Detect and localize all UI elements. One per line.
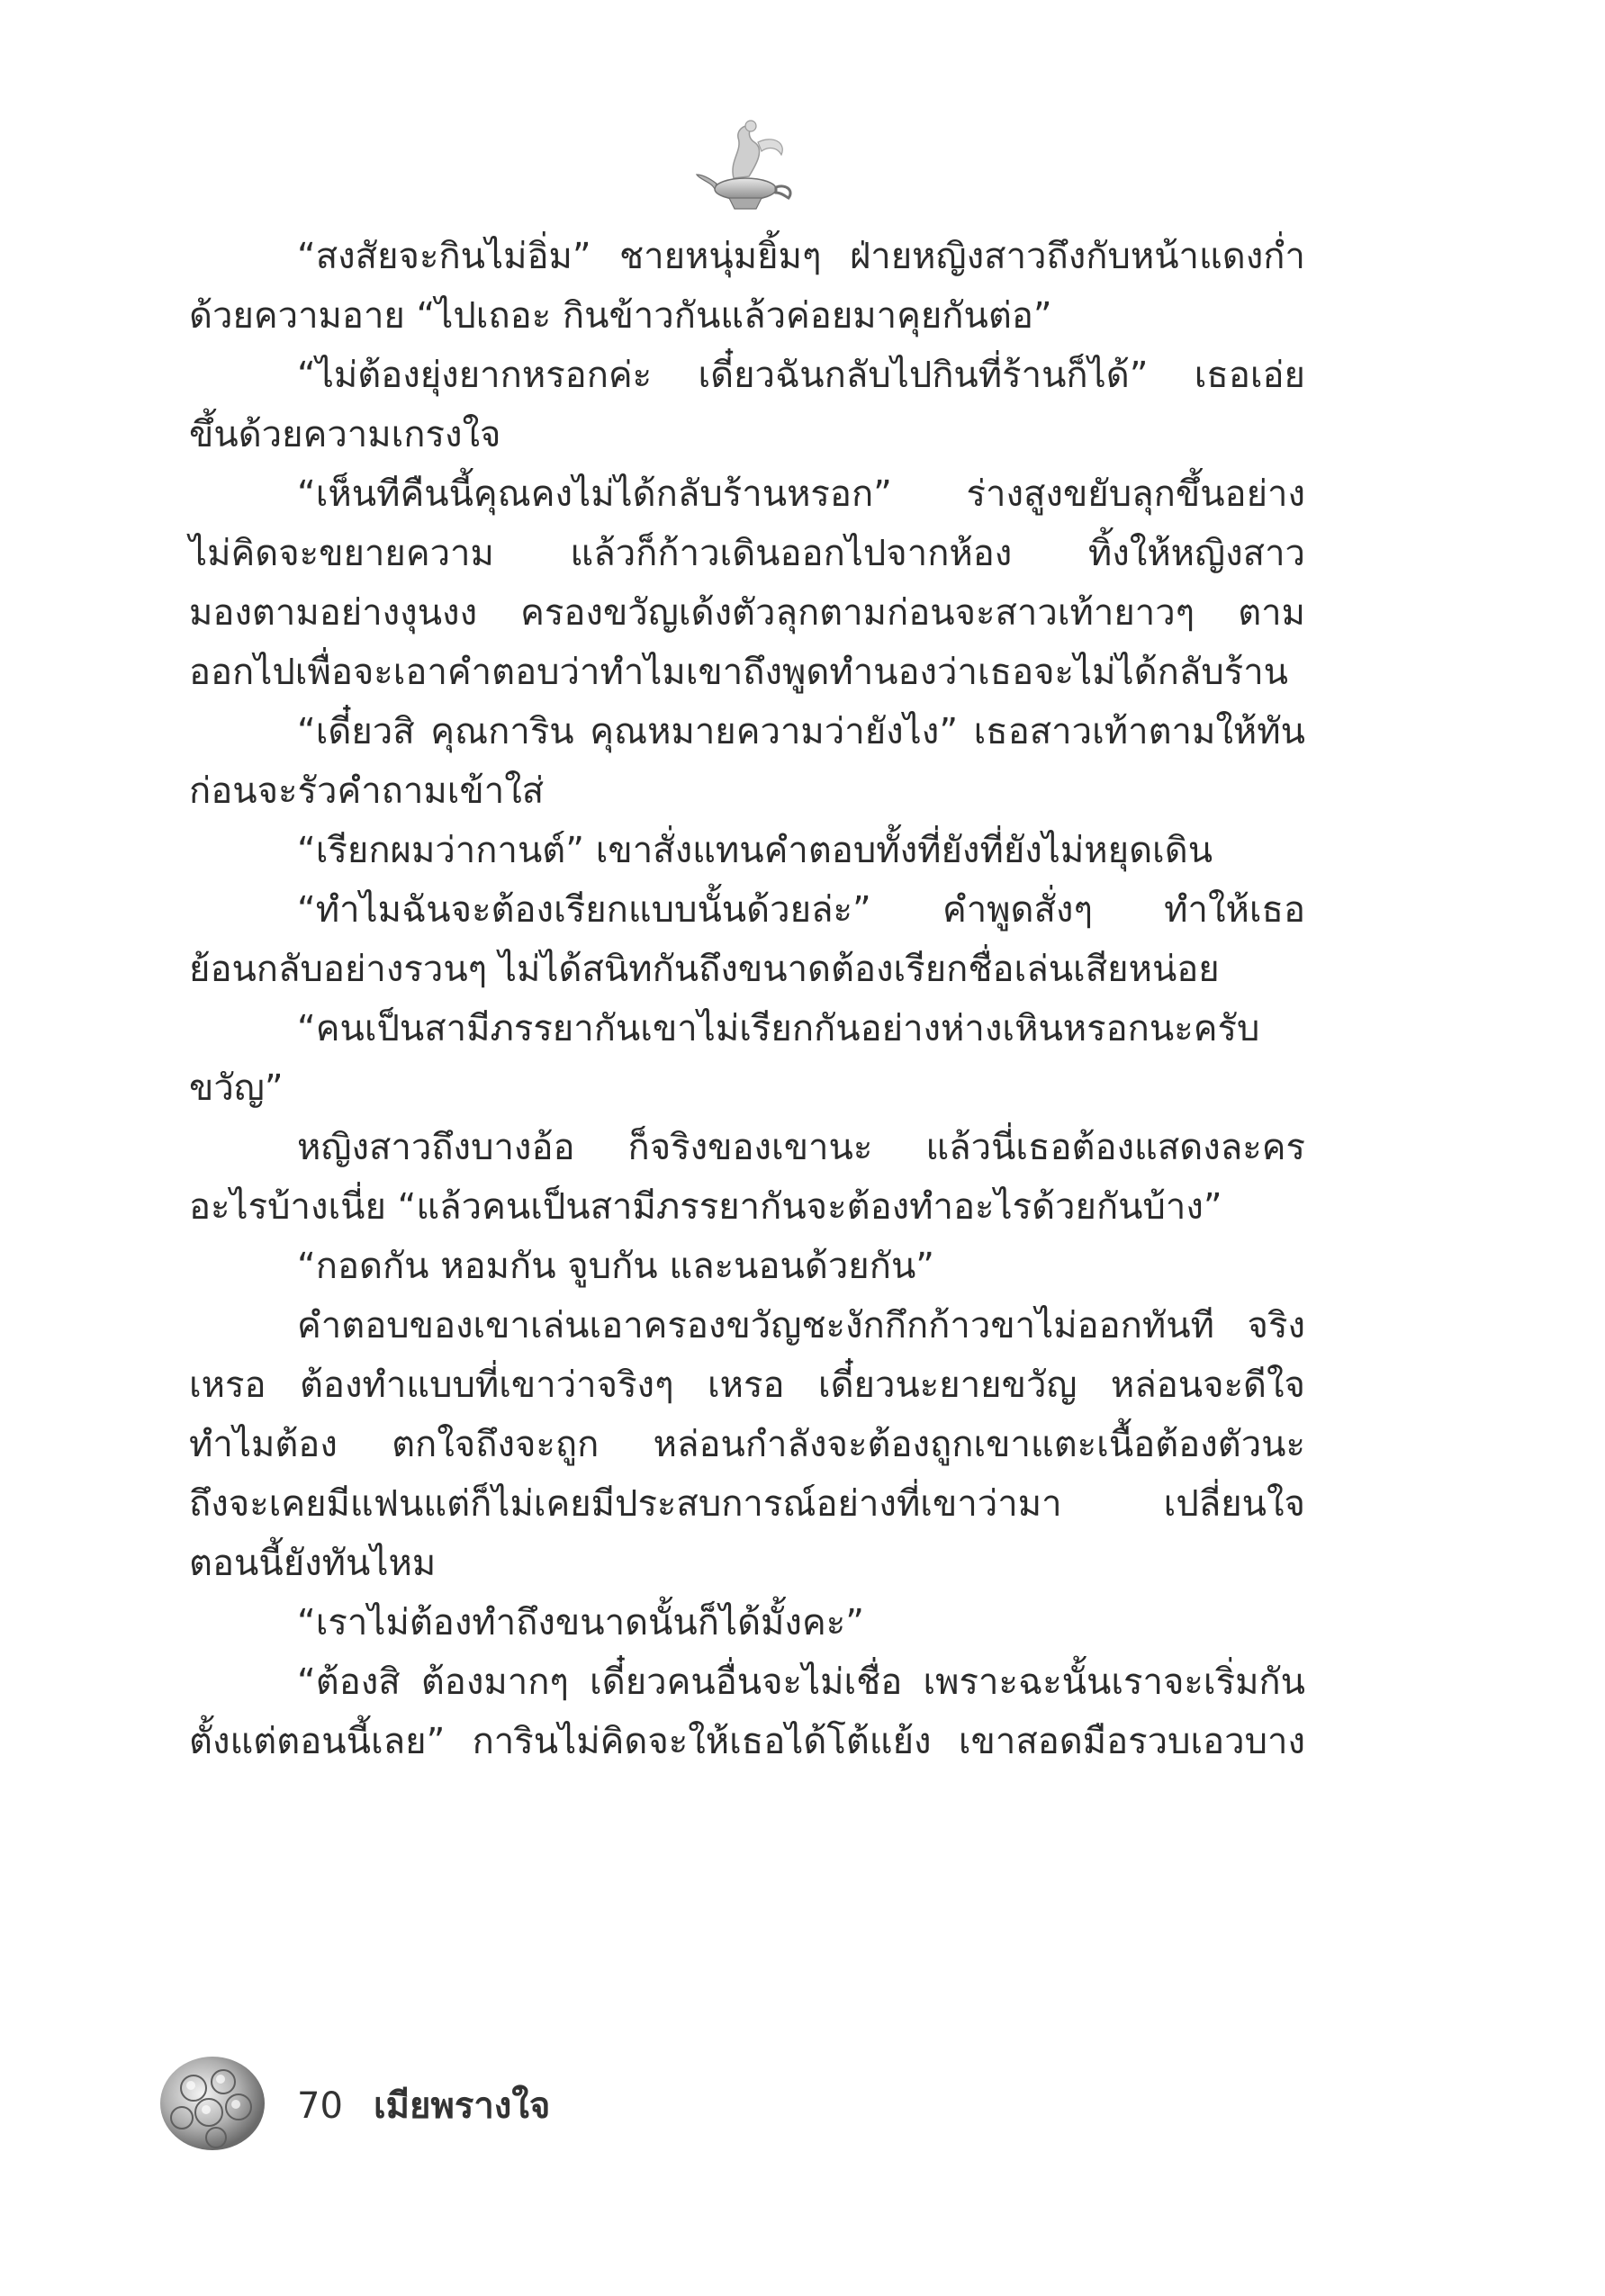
text-line: ย้อนกลับอย่างรวนๆ ไม่ได้สนิทกันถึงขนาดต้องเรียกชื่อเล่นเสียหน่อย: [189, 949, 1220, 990]
text-line: ขึ้นด้วยความเกรงใจ: [189, 414, 501, 455]
text-line: ตั้งแต่ตอนนี้เลย” การินไม่คิดจะให้เธอได้โต้แย้ง เขาสอดมือรวบเอวบาง: [189, 1721, 1305, 1762]
text-line: “ไม่ต้องยุ่งยากหรอกค่ะ เดี๋ยวฉันกลับไปกินที่ร้านก็ได้” เธอเอ่ย: [297, 355, 1305, 396]
page-number: 70: [297, 2085, 343, 2127]
text-line: คำตอบของเขาเล่นเอาครองขวัญชะงักกึกก้าวขาไม่ออกทันที จริง: [297, 1305, 1305, 1346]
text-line: ไม่คิดจะขยายความ แล้วก็ก้าวเดินออกไปจากห้อง ทิ้งให้หญิงสาว: [189, 533, 1305, 574]
text-line: อะไรบ้างเนี่ย “แล้วคนเป็นสามีภรรยากันจะต้องทำอะไรด้วยกันบ้าง”: [189, 1186, 1222, 1228]
text-line: ขวัญ”: [189, 1067, 284, 1109]
text-line: “คนเป็นสามีภรรยากันเขาไม่เรียกกันอย่างห่างเหินหรอกนะครับ: [297, 1008, 1260, 1049]
text-line: “เห็นทีคืนนี้คุณคงไม่ได้กลับร้านหรอก” ร่างสูงขยับลุกขึ้นอย่าง: [297, 473, 1305, 515]
text-line: ถึงจะเคยมีแฟนแต่ก็ไม่เคยมีประสบการณ์อย่างที่เขาว่ามา เปลี่ยนใจ: [189, 1483, 1305, 1525]
text-line: “กอดกัน หอมกัน จูบกัน และนอนด้วยกัน”: [297, 1246, 935, 1287]
text-line: “ทำไมฉันจะต้องเรียกแบบนั้นด้วยล่ะ” คำพูดสั่งๆ ทำให้เธอ: [297, 889, 1305, 931]
text-line: “เราไม่ต้องทำถึงขนาดนั้นก็ได้มั้งคะ”: [297, 1602, 864, 1643]
text-line: มองตามอย่างงุนงง ครองขวัญเด้งตัวลุกตามก่อนจะสาวเท้ายาวๆ ตาม: [189, 592, 1305, 634]
text-line: ตอนนี้ยังทันไหม: [189, 1543, 437, 1584]
page-footer: [153, 2048, 783, 2165]
body-text: [189, 227, 1305, 1771]
magic-lamp-ornament-icon: [693, 115, 801, 214]
text-line: เหรอ ต้องทำแบบที่เขาว่าจริงๆ เหรอ เดี๋ยวนะยายขวัญ หล่อนจะดีใจ: [189, 1364, 1305, 1406]
text-line: “เรียกผมว่ากานต์” เขาสั่งแทนคำตอบทั้งที่ยังที่ยังไม่หยุดเดิน: [297, 830, 1213, 871]
text-line: “ต้องสิ ต้องมากๆ เดี๋ยวคนอื่นจะไม่เชื่อ เพราะฉะนั้นเราจะเริ่มกัน: [297, 1661, 1305, 1703]
text-line: หญิงสาวถึงบางอ้อ ก็จริงของเขานะ แล้วนี่เธอต้องแสดงละคร: [297, 1127, 1305, 1168]
book-title: เมียพรางใจ: [374, 2085, 551, 2127]
text-line: ด้วยความอาย “ไปเถอะ กินข้าวกันแล้วค่อยมาคุยกันต่อ”: [189, 295, 1052, 337]
text-line: “สงสัยจะกินไม่อิ่ม” ชายหนุ่มยิ้มๆ ฝ่ายหญิงสาวถึงกับหน้าแดงก่ำ: [297, 236, 1305, 277]
text-line: ก่อนจะรัวคำถามเข้าใส่: [189, 770, 545, 812]
flower-bouquet-icon: [153, 2048, 279, 2165]
text-line: “เดี๋ยวสิ คุณการิน คุณหมายความว่ายังไง” เธอสาวเท้าตามให้ทัน: [297, 711, 1305, 752]
text-line: ออกไปเพื่อจะเอาคำตอบว่าทำไมเขาถึงพูดทำนองว่าเธอจะไม่ได้กลับร้าน: [189, 652, 1288, 693]
text-line: ทำไมต้อง ตกใจถึงจะถูก หล่อนกำลังจะต้องถูกเขาแตะเนื้อต้องตัวนะ: [189, 1424, 1305, 1465]
